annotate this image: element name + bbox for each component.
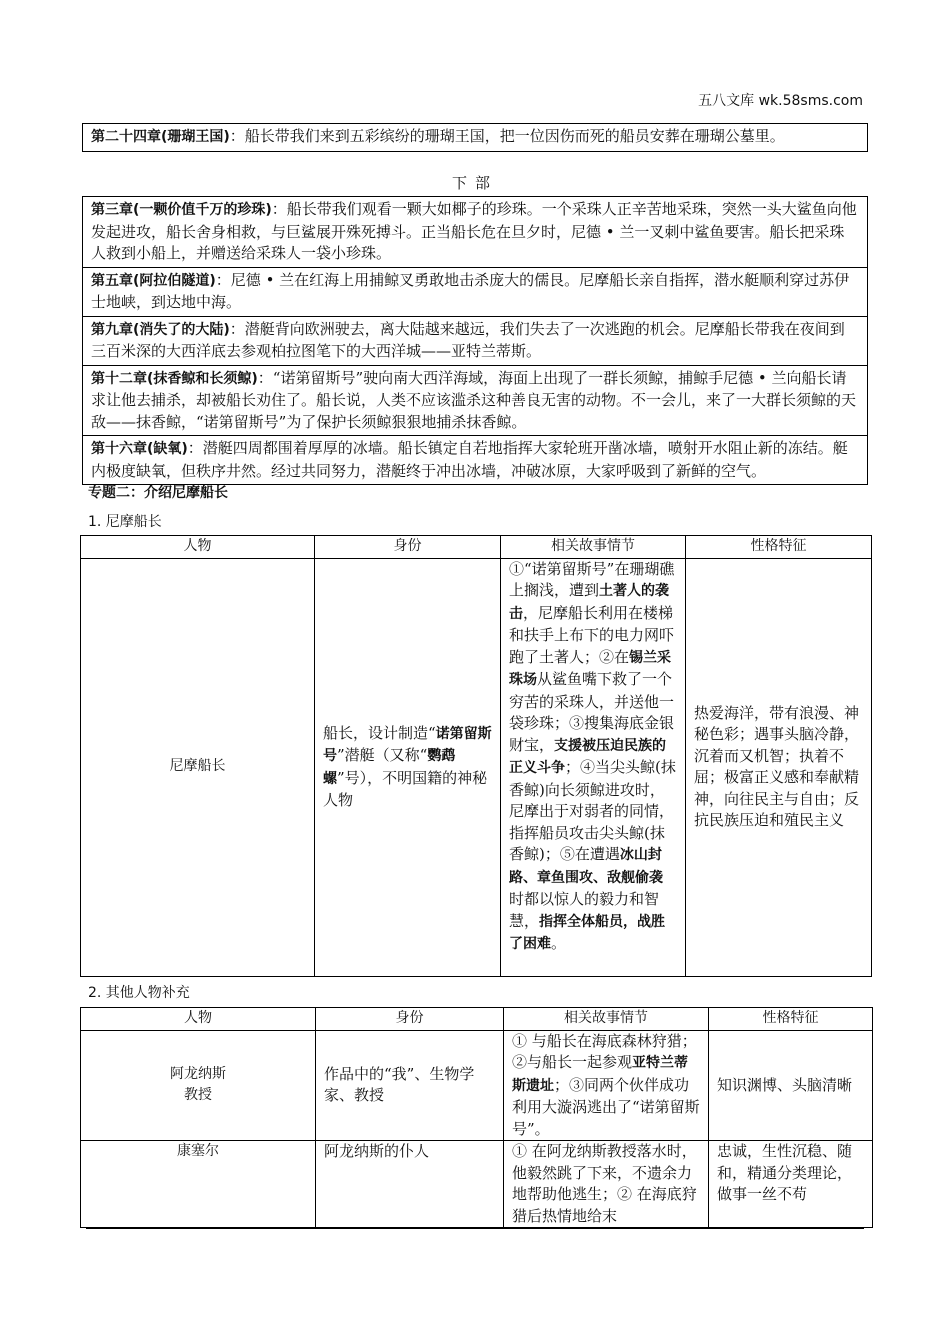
site-header: 五八文库 wk.58sms.com (698, 93, 863, 109)
subheading-2: 2. 其他人物补充 (88, 985, 190, 1001)
header-cell: 身份 (315, 536, 501, 559)
person-story (504, 1141, 709, 1228)
story-text: ，尼摩船长利用在楼梯和扶手上布下的电力网吓跑了土著人；②在 (509, 603, 675, 666)
emphasis-text: 鹦鹉螺 (323, 748, 456, 787)
chapter-text: ：“诺第留斯号”驶向南大西洋海域，海面上出现了一群长须鲸，捕鲸手尼德 • 兰向船长请求让他去捕杀，却被船长劝住了。船长说，人类不应该滥杀这种善良无害的动物。不一会儿，来了一大群长须鲸的天敌——抹香鲸，“诺第留斯号”为了保护长须鲸狠狠地捕杀抹香鲸。 (91, 368, 857, 431)
person-story (501, 558, 686, 976)
emphasis-text: 冰山封路、章鱼围攻、敌舰偷袭 (509, 847, 663, 886)
chapter-title: 第二十四章(珊瑚王国) (91, 129, 230, 145)
person-story (504, 1030, 709, 1141)
story-text: 时都以惊人的毅力和智慧， (509, 890, 660, 930)
table-row (81, 1030, 873, 1141)
chapter-row (83, 124, 867, 151)
emphasis-text: 亚特兰蒂斯遗址 (512, 1055, 689, 1094)
emphasis-text: 诺第留斯号 (323, 725, 492, 764)
chapter-text: ：船长带我们来到五彩缤纷的珊瑚王国，把一位因伤而死的船员安葬在珊瑚公墓里。 (229, 127, 785, 145)
person-traits: 忠诚，生性沉稳、随 和，精通分类理论，做事一丝不苟 (709, 1141, 873, 1228)
chapter-row (83, 365, 867, 436)
header-cell: 相关故事情节 (501, 536, 686, 559)
person-traits: 知识渊博、头脑清晰 (709, 1030, 873, 1141)
chapter-title: 第三章(一颗价值千万的珍珠) (91, 202, 272, 218)
story-text: 从鲨鱼嘴下救了一个穷苦的采珠人，并送他一袋珍珠；③搜集海底金银财宝， (509, 670, 675, 754)
footer-divider (86, 1228, 864, 1229)
subheading-1: 1. 尼摩船长 (88, 514, 162, 530)
person-identity: 阿龙纳斯的仆人 (316, 1141, 504, 1228)
header-cell: 性格特征 (709, 1008, 873, 1031)
chapter-row (83, 197, 867, 267)
story-text: ”潜艇（又称“ (337, 746, 428, 764)
table-row (81, 558, 872, 976)
chapter-text: ：潜艇背向欧洲驶去，离大陆越来越远，我们失去了一次逃跑的机会。尼摩船长带我在夜间到三百米深的大西洋底去参观柏拉图笔下的大西洋城——亚特兰蒂斯。 (91, 319, 845, 360)
story-text: ；④当尖头鲸(抹香鲸)向长须鲸进攻时，尼摩出于对弱者的同情，指挥船员攻击尖头鲸(抹香鲸)；⑤在遭遇 (509, 758, 676, 863)
chapter-text: ：尼德 • 兰在红海上用捕鲸叉勇敢地击杀庞大的儒艮。尼摩船长亲自指挥，潜水艇顺利穿过苏伊士地峡，到达地中海。 (91, 270, 850, 311)
table-header-row (81, 1008, 873, 1031)
top-chapter-box (82, 123, 868, 152)
header-cell: 相关故事情节 (504, 1008, 709, 1031)
chapter-row (83, 267, 867, 316)
emphasis-text: 指挥全体船员，战胜了困难 (509, 913, 666, 952)
name-text: 阿龙纳斯教授 (170, 1065, 226, 1104)
story-text: 。 (551, 934, 567, 952)
chapter-title: 第十二章(抹香鲸和长须鲸) (91, 370, 258, 387)
story-text: ① 与船长在海底森林狩猎；②与船长一起参观 (512, 1031, 697, 1071)
header-cell: 性格特征 (686, 536, 872, 559)
story-text: ；③同两个伙伴成功利用大漩涡逃出了“诺第留斯号”。 (512, 1075, 700, 1138)
chapter-title: 第十六章(缺氧) (91, 441, 188, 457)
person-traits: 热爱海洋，带有浪漫、神秘色彩；遇事头脑冷静，沉着而又机智；执着不屈；极富正义感和奉献精神，向往民主与自由；反抗民族压迫和殖民主义 (686, 558, 872, 976)
chapter-text: ：潜艇四周都围着厚厚的冰墙。船长镇定自若地指挥大家轮班开凿冰墙，喷射开水阻止新的冻结。艇内极度缺氧，但秩序井然。经过共同努力，潜艇终于冲出冰墙，冲破冰原，大家呼吸到了新鲜的空气。 (91, 439, 848, 480)
chapter-title: 第九章(消失了的大陆) (91, 321, 230, 338)
table-header-row (81, 536, 872, 559)
person-identity: 作品中的“我”、生物学家、教授 (316, 1030, 504, 1141)
chapter-title: 第五章(阿拉伯隧道) (91, 272, 216, 289)
story-text: ① 在阿龙纳斯教授落水时，他毅然跳了下来，不遗余力地帮助他逃生；② 在海底狩猎后热情地给末 (512, 1142, 697, 1225)
story-text: ”号），不明国籍的神秘人物 (323, 768, 488, 809)
story-text: 船长，设计制造“ (323, 723, 436, 742)
emphasis-text: 锡兰采珠场 (509, 649, 672, 688)
person-identity (315, 558, 501, 976)
section-title: 下部 (451, 174, 498, 192)
header-cell: 人物 (81, 536, 315, 559)
table-row (81, 1141, 873, 1228)
emphasis-text: 土著人的袭击 (509, 583, 670, 622)
header-cell: 身份 (316, 1008, 504, 1031)
emphasis-text: 支援被压迫民族的正义斗争 (509, 737, 667, 776)
chapter-row (83, 316, 867, 365)
story-text: ①“诺第留斯号”在珊瑚礁上搁浅，遭到 (509, 559, 675, 599)
other-characters-table (80, 1007, 873, 1228)
topic-heading: 专题二：介绍尼摩船长 (88, 485, 228, 501)
person-name (81, 1030, 316, 1141)
person-name: 康塞尔 (81, 1141, 316, 1228)
chapter-list-box (82, 196, 868, 485)
nemo-table (80, 535, 872, 977)
header-cell: 人物 (81, 1008, 316, 1031)
chapter-row (83, 435, 867, 484)
chapter-text: ：船长带我们观看一颗大如椰子的珍珠。一个采珠人正辛苦地采珠，突然一头大鲨鱼向他发起进攻，船长舍身相救，与巨鲨展开殊死搏斗。正当船长危在旦夕时，尼德 • 兰一叉刺中鲨鱼要害。船长把采珠人救到小船上，并赠送给采珠人一袋小珍珠。 (91, 200, 857, 262)
person-name: 尼摩船长 (81, 558, 315, 976)
